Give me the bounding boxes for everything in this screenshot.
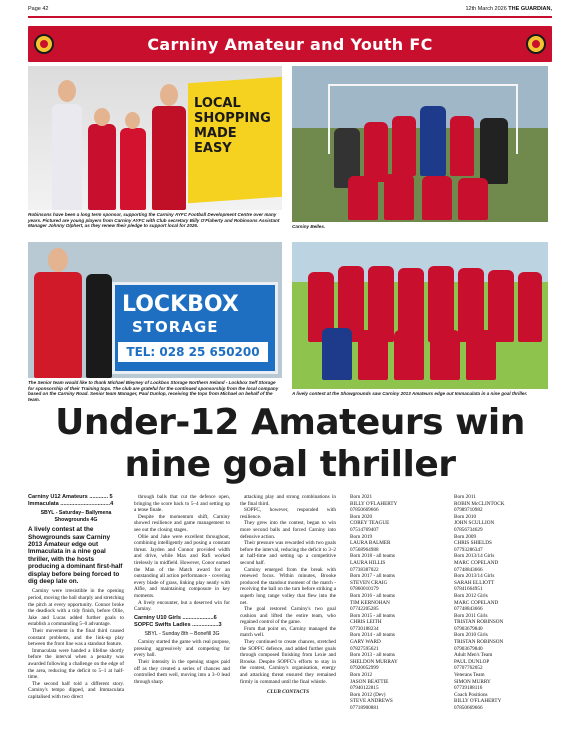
paragraph: Their movement in the final third caused constant problems, and the link-up play between the front line was a standout feature. (28, 628, 124, 648)
lockbox-sign-name: LOCKBOX (122, 292, 239, 317)
contact-line: COREY TEAGUE (350, 520, 390, 527)
match-venue: SBYL - Sunday 8th – Bonefill 3G (144, 630, 220, 637)
contacts-column-right (454, 494, 550, 712)
contact-line: 07793286347 (454, 546, 483, 553)
paragraph: Carniny started the game with real purpose, pressing aggressively and competing for every ball. (134, 639, 230, 659)
player (450, 116, 474, 176)
person-head (160, 84, 178, 106)
player (358, 330, 388, 380)
contact-line: JASON BEATTIE (350, 678, 389, 685)
club-crest-icon (34, 34, 54, 54)
contact-line: 07748843666 (454, 566, 483, 573)
person (86, 274, 112, 378)
article-lede: A lively contest at the Showgrounds saw Carniny 2013 Amateur edge out Immaculata in a nine goal thriller, with the hosts producing a dominant first-half display before being forced to dig deep late on. (28, 526, 123, 586)
paragraph: attacking play and strong combinations in the final third. (240, 494, 336, 507)
match-score: Carniny U12 Amateurs ............ 5 (28, 494, 113, 500)
player (394, 330, 424, 380)
contact-line: TRISTAN ROBINSON (454, 639, 504, 646)
lockbox-sign-sub: STORAGE (132, 318, 219, 336)
contact-line: Born 2012 (350, 672, 373, 679)
contacts-column-left (350, 494, 446, 712)
contact-line: Born 2010 Girls (454, 632, 488, 639)
contact-line: TRISTAN ROBINSON (454, 619, 504, 626)
paragraph: From that point on, Carniny managed the match well. (240, 625, 336, 639)
player-head (94, 108, 110, 126)
lockbox-phone: TEL: 028 25 650200 (118, 342, 268, 362)
page-date (465, 6, 552, 12)
player (518, 272, 542, 342)
contact-line: Veterans Team (454, 672, 485, 679)
paragraph: SOPFC, however, responded with resilience. (240, 507, 336, 520)
contact-line: Born 2010 (454, 513, 477, 520)
player (458, 178, 488, 220)
contact-line: STEVEN CRAIG (350, 579, 388, 586)
player (88, 124, 116, 210)
contact-line: Born 2019 (350, 533, 373, 540)
contact-line: SARAH ELLIOTT (454, 579, 495, 586)
contact-line: 07827595621 (350, 645, 379, 652)
contact-line: Born 2012 (Dev) (350, 691, 386, 698)
goalkeeper (420, 106, 446, 176)
paragraph: Immaculata were handed a lifeline shortly before the interval when a penalty was awarded following a challenge on the edge of the area, reducing the deficit to 5–1 at half-time. (28, 647, 124, 681)
player (120, 128, 146, 210)
contact-line: Born 2020 (350, 513, 373, 520)
contact-line: 07748843666 (454, 606, 483, 613)
person-head (58, 80, 76, 102)
contact-line: Born 2009 (454, 533, 477, 540)
contact-line: Born 2018 - all teams (350, 553, 395, 560)
contact-line: 07860010179 (350, 586, 379, 593)
contact-line: 07920052999 (350, 665, 379, 672)
contact-line: Born 2011 Girls (454, 612, 488, 619)
contact-line: BILLY O'FLAHERTY (454, 698, 502, 705)
paragraph: Their pressure was rewarded with two goals before the interval, reducing the deficit to 3–2 at half-time and setting up a competitive second half. (240, 540, 336, 566)
date-text: 12th March 2026 (465, 6, 507, 12)
contact-line: 07940122815 (350, 685, 379, 692)
person (152, 106, 186, 210)
contact-line: STEVE ANDREWS (350, 698, 393, 705)
paper-name: THE GUARDIAN, (508, 6, 552, 12)
contact-line: 07856734629 (454, 526, 483, 533)
headline-line: nine goal thriller (124, 444, 456, 485)
contact-line: 07568964988 (350, 546, 379, 553)
contact-line: BILLY O'FLAHERTY (350, 500, 398, 507)
page-folio (28, 6, 552, 16)
contact-line: 07903679840 (454, 645, 483, 652)
paragraph: through balls that cut the defence open, bringing the score back to 5–4 and setting up a tense finale. (134, 494, 230, 514)
contact-line: 07742205285 (350, 606, 379, 613)
section-banner (28, 26, 552, 62)
contact-line: 07718900881 (350, 705, 379, 711)
contact-line: SIMON MURRY (454, 678, 491, 685)
contact-line: 07738387022 (350, 566, 379, 573)
contact-line: 07739188116 (454, 685, 483, 692)
match-score: Carniny U10 Girls ....................6 (134, 614, 217, 621)
player (392, 116, 416, 176)
contact-line: SHELDON MURRAY (350, 658, 398, 665)
header-rule (28, 16, 552, 18)
article-body (28, 494, 548, 730)
article-column-2 (134, 494, 230, 685)
contact-line: 07989710982 (454, 507, 483, 514)
paragraph: Ollie and Jake were excellent throughout, combining intelligently and posing a constant threat. Jayden and Connor provided width and drive, while Max and Rafi worked tirelessly in midfield. However, Conor earned the Man of the Match award for an outstanding all action performance - covering every blade of grass, linking play neatly with Alfie, and maintaining composure in key moments. (134, 533, 230, 599)
paragraph: Their intensity in the opening stages paid off as they created a series of chances and controlled them well, moving into a 3–0 lead through sharp (134, 659, 230, 685)
paragraph: They continued to create chances, stretched the SOPFC defence, and added further goals through composed finishing from Lexie and Brooke. Despite SOPFC's efforts to stay in the contest, Carniny's organisation, energy and attacking threat ensured they remained firmly in command until the final whistle. (240, 639, 336, 685)
player (466, 330, 496, 380)
paragraph: Despite the momentum shift, Carniny showed resilience and game management to see out the closing stages. (134, 513, 230, 533)
coach (480, 118, 508, 184)
paragraph: The goal restored Carniny's two goal cushion and lifted the entire team, who regained control of the game. (240, 606, 336, 626)
contact-line: Born 2014 - all teams (350, 632, 395, 639)
contact-line: 07730188234 (350, 625, 379, 632)
player (422, 176, 452, 220)
article-column-1 (28, 494, 124, 701)
contact-line: ROBIN McCLINTOCK (454, 500, 505, 507)
contact-line: MARC COPELAND (454, 599, 499, 606)
contact-line: GARY WARD (350, 639, 381, 646)
person (52, 104, 82, 210)
photo-caption: Robinsons have been a long term sponsor, supporting the Carniny AYFC Football Development Centre over many years. Pictured are young players from Carniny AYFC with Club secretary Billy O'Flaherty and Robinsons Assistant Manager Johnny Olphert, as they renew their pledge to support local for 2026. (28, 212, 280, 229)
headline-line: Under-12 Amateurs win (55, 402, 525, 443)
player-head (125, 112, 140, 129)
article-headline (28, 402, 552, 486)
match-score: SOPFC Swifts Ladies .................3 (134, 621, 222, 628)
player (348, 176, 378, 220)
contact-line: PAUL DUNLOP (454, 658, 490, 665)
photo-robinsons-sponsor (28, 66, 282, 210)
banner-title: Carniny Amateur and Youth FC (147, 34, 433, 54)
contact-line: Born 2015 - all teams (350, 612, 395, 619)
paragraph: They grew into the contest, began to win more second balls and forced Carniny into defensive action. (240, 520, 336, 540)
contact-line: LAURA HILLIS (350, 559, 386, 566)
contact-line: TIM KERNOHAN (350, 599, 390, 606)
contact-line: Born 2013/14 Girls (454, 553, 495, 560)
match-venue: SBYL - Saturday– Ballymena Showgrounds 4G (40, 510, 112, 523)
contact-line: 07850669666 (350, 507, 379, 514)
goalkeeper (322, 328, 352, 380)
person (34, 272, 82, 378)
club-crest-icon (526, 34, 546, 54)
sponsor-board-text: LOCAL SHOPPING MADE EASY (194, 96, 271, 156)
photo-caption: A lively contest at the Showgrounds saw Carniny 2013 Amateurs edge out Immaculata in a nine goal thriller. (292, 391, 528, 396)
paragraph: Carniny were irresistible in the opening period, moving the ball sharply and stretching the pitch at every opportunity. Connor broke the deadlock with a tidy finish, before Ollie, Jake and Lucas added further goals to establish a commanding 5–0 advantage. (28, 588, 124, 628)
article-column-3 (240, 494, 336, 696)
person-head (48, 248, 68, 272)
contact-line: Born 2017 - all teams (350, 573, 395, 580)
photo-caption: Carniny Belles. (292, 224, 326, 229)
contact-line: CHRIS LEITH (350, 619, 382, 626)
page-number: Page 42 (28, 6, 49, 12)
photo-caption: The Senior team would like to thank Michael Bleyney of Lockbox Storage Northern Ireland - Lockbox Self Storage for sponsorship of their Training tops. The club are grateful for the continued sponsorship from the local company based on the Carniny Road. Senior team Manager, Paul Dunlop, receiving the tops from Michael on behalf of the team. (28, 380, 279, 402)
player (384, 174, 414, 220)
contact-line: 07841664951 (454, 586, 483, 593)
contact-line: Coach Positions (454, 691, 488, 698)
contact-line: 07850669666 (454, 705, 483, 711)
contact-line: 07514769407 (350, 526, 379, 533)
club-contacts-heading: CLUB CONTACTS (267, 689, 309, 696)
contact-line: 07707762052 (454, 665, 483, 672)
contact-line: Born 2011 (454, 494, 476, 500)
contact-line: Adult Men's Team (454, 652, 493, 659)
photo-u12-team (292, 242, 548, 389)
contact-line: Born 2013/14 Girls (454, 573, 495, 580)
contact-line: Born 2013 - all teams (350, 652, 395, 659)
contact-line: 07903679840 (454, 625, 483, 632)
contact-line: JOHN SCULLION (454, 520, 495, 527)
paragraph: A lively encounter, but a deserved win for Carniny. (134, 599, 230, 613)
contact-line: LAURA BALMER (350, 540, 391, 547)
contact-line: Born 2021 (350, 494, 373, 500)
contact-line: Born 2012 Girls (454, 592, 488, 599)
player (430, 330, 460, 380)
photo-lockbox-sponsor (28, 242, 282, 378)
contact-line: Born 2016 - all teams (350, 592, 395, 599)
paragraph: The second half told a different story. Carniny's tempo dipped, and Immaculata capitalised with two direct (28, 680, 124, 700)
photo-carniny-belles (292, 66, 548, 222)
contact-line: CHRIS SHIELDS (454, 540, 492, 547)
player (364, 122, 388, 182)
contact-line: MARC COPELAND (454, 559, 499, 566)
match-score: Immaculata ................................4 (28, 501, 114, 507)
paragraph: Carniny emerged from the break with renewed focus. Within minutes, Brooke produced the standout moment of the match - receiving the ball on the turn before striking a superb long range volley that flew into the net. (240, 566, 336, 606)
